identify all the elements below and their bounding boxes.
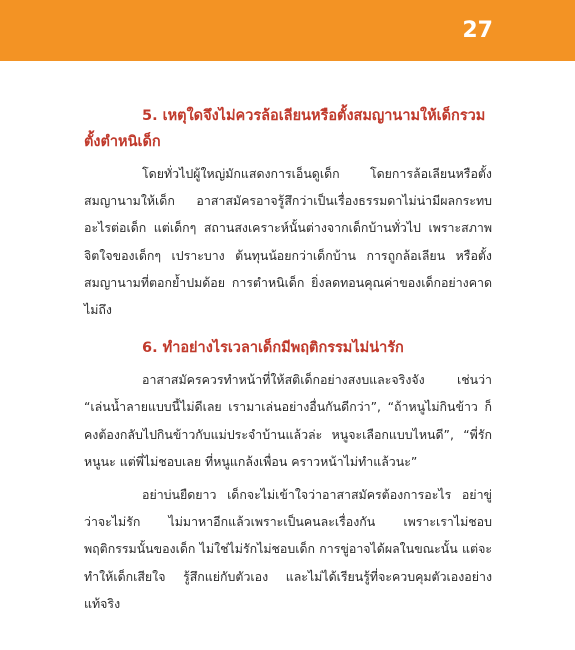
page-header-bar [0, 0, 575, 61]
section-heading-6: 6. ทำอย่างไรเวลาเด็กมีพฤติกรรมไม่น่ารัก [142, 340, 404, 357]
page-content [84, 103, 492, 617]
section-6-paragraph-1: อาสาสมัครควรทำหน้าที่ให้สติเด็กอย่างสงบและจริงจัง เช่นว่า “เล่นน้ำลายแบบนี้ไม่ดีเลย เรามาเล่นอย่างอื่นกันดีกว่า”, “ถ้าหนูไม่กินข้าว ก็คงต้องกลับไปกินข้าวกับแม่ประจำบ้านแล้วล่ะ หนูจะเลือกแบบไหนดี”, “พี่รักหนูนะ แต่พี่ไม่ชอบเลย ที่หนูแกล้งเพื่อน คราวหน้าไม่ทำแล้วนะ” [84, 372, 492, 469]
section-heading-5: 5. เหตุใดจึงไม่ควรล้อเลียนหรือตั้งสมญานามให้เด็กรวมตั้งตำหนิเด็ก [84, 108, 486, 150]
section-6-paragraph-2: อย่าบ่นยืดยาว เด็กจะไม่เข้าใจว่าอาสาสมัครต้องการอะไร อย่าขู่ว่าจะไม่รัก ไม่มาหาอีกแล้วเพราะเป็นคนละเรื่องกัน เพราะเราไม่ชอบพฤติกรรมนั้นของเด็ก ไม่ใช่ไม่รักไม่ชอบเด็ก การขู่อาจได้ผลในขณะนั้น แต่จะทำให้เด็กเสียใจ รู้สึกแย่กับตัวเอง และไม่ได้เรียนรู้ที่จะควบคุมตัวเองอย่างแท้จริง [84, 487, 492, 611]
section-5-paragraph: โดยทั่วไปผู้ใหญ่มักแสดงการเอ็นดูเด็ก โดยการล้อเลียนหรือตั้งสมญานามให้เด็ก อาสาสมัครอาจรู้สึกว่าเป็นเรื่องธรรมดาไม่น่ามีผลกระทบอะไรต่อเด็ก แต่เด็กๆ สถานสงเคราะห์นั้นต่างจากเด็กบ้านทั่วไป เพราะสภาพจิตใจของเด็กๆ เปราะบาง ต้นทุนน้อยกว่าเด็กบ้าน การถูกล้อเลียน หรือตั้งสมญานามที่ตอกย้ำปมด้อย การตำหนิเด็ก ยิ่งลดทอนคุณค่าของเด็กอย่างคาดไม่ถึง [84, 166, 492, 318]
page-number: 27 [462, 18, 493, 43]
